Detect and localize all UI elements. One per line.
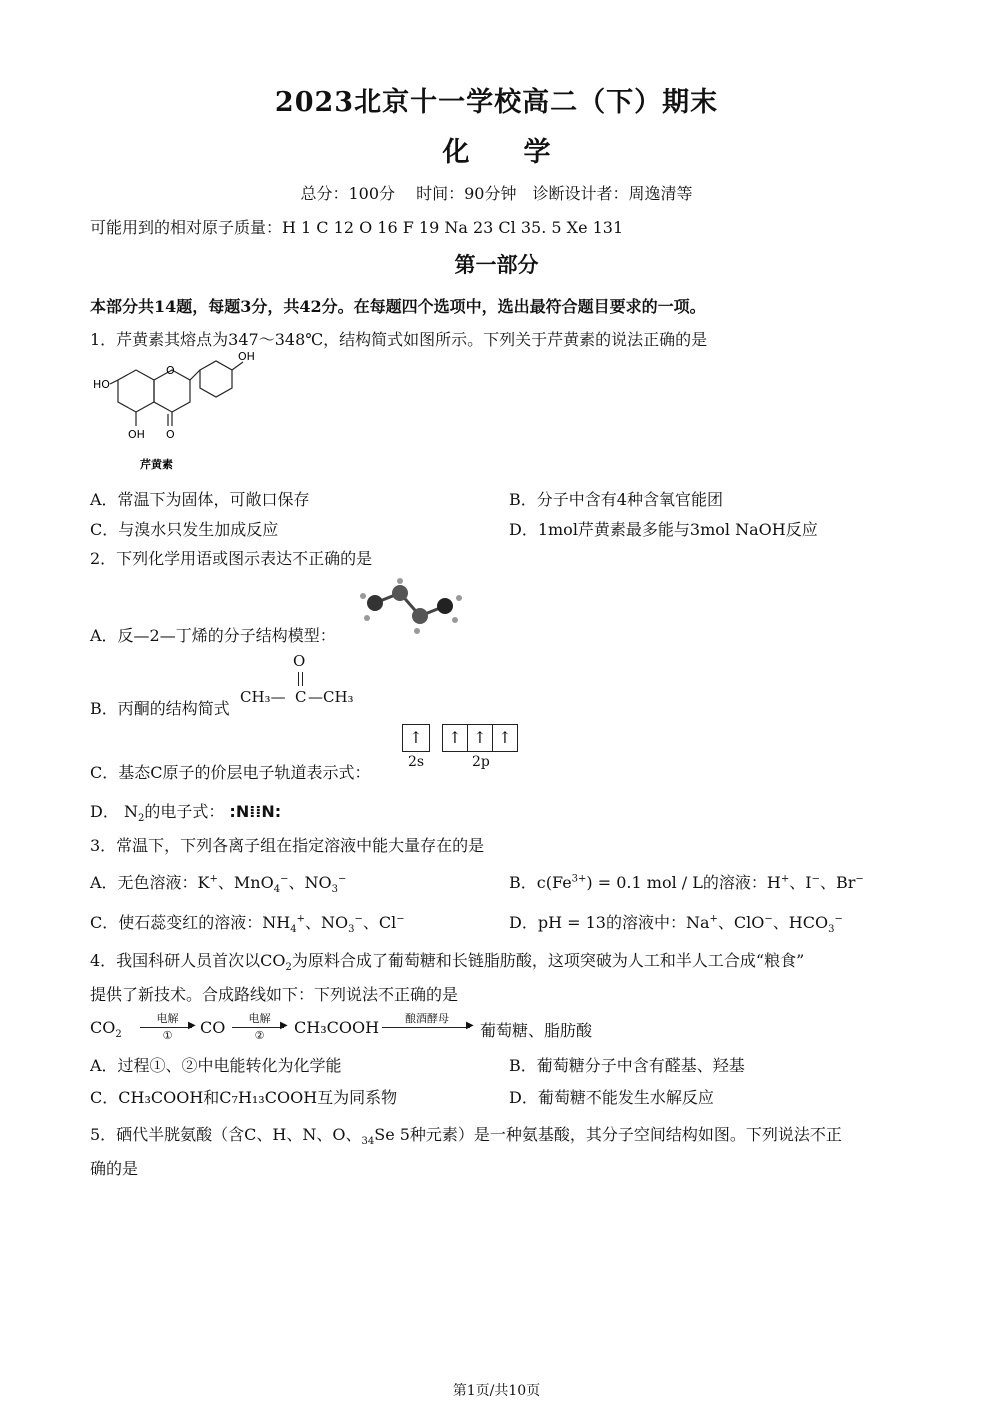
q3-b-tail: ) = 0.1 mol / L的溶液：H: [586, 873, 781, 892]
route-co2-text: CO: [90, 1018, 116, 1037]
question-5-stem: [90, 1122, 842, 1147]
acetone-o: O: [293, 652, 306, 670]
question-4-stem-line2: 提供了新技术。合成路线如下：下列说法不正确的是: [90, 985, 459, 1004]
label-o-ring: O: [166, 364, 175, 377]
q5-stem-b: Se 5种元素）是一种氨基酸，其分子空间结构如图。下列说法不正: [374, 1125, 842, 1144]
arrow3-head: ▶: [466, 1020, 474, 1031]
n2-electron-formula: :N⁞⁞N:: [229, 802, 282, 821]
label-o-ketone: O: [166, 428, 175, 441]
apigenin-structure-figure: [88, 350, 268, 475]
orbital-diagram: [402, 724, 527, 774]
q3-option-a: [90, 870, 346, 895]
ball-stick-model: [355, 578, 470, 638]
synthesis-route: [90, 1010, 650, 1044]
q2-option-c: C．基态C原子的价层电子轨道表示式：: [90, 763, 371, 782]
q3-c-lead: C．使石蕊变红的溶液：NH: [90, 913, 291, 932]
q3-b-i-sup: −: [811, 873, 820, 885]
q3-option-d: [509, 910, 843, 935]
q1-option-d: D．1mol芹黄素最多能与3mol NaOH反应: [509, 520, 818, 539]
q3-b-h-sup: +: [780, 873, 790, 885]
q5-stem-a: 5．硒代半胱氨酸（含C、H、N、O、: [90, 1125, 362, 1144]
q2-option-a: A．反—2—丁烯的分子结构模型：: [90, 626, 336, 645]
q3-c-no-sub: 3: [348, 924, 355, 936]
q2-d-suffix: 的电子式：: [144, 802, 225, 821]
q3-option-b: [509, 870, 864, 893]
orbital-2p-2: ↑: [467, 724, 493, 752]
q2-option-d: [90, 799, 281, 824]
acetone-right: —CH₃: [308, 688, 354, 706]
arrow2-head: ▶: [280, 1020, 288, 1031]
q3-d-na-sup: +: [709, 913, 718, 925]
q3-d-hco-sub: 3: [828, 924, 835, 936]
q3-c-nh-sub: 4: [290, 924, 297, 936]
q3-c-nh-sup: +: [296, 913, 305, 925]
page-title: 2023北京十一学校高二（下）期末: [274, 87, 719, 118]
q3-a-lead: A．无色溶液：K: [90, 873, 210, 892]
label-oh-bottom: OH: [128, 428, 145, 441]
label-ho: HO: [93, 378, 110, 391]
orbital-label-2s: 2s: [408, 754, 425, 770]
q4-option-a: A．过程①、②中电能转化为化学能: [90, 1056, 342, 1075]
acetone-left: CH₃—: [240, 688, 286, 706]
q3-b-i: 、I: [789, 873, 812, 892]
q3-b-fe-sup: 3+: [571, 873, 587, 885]
q3-d-hco-sup: −: [834, 913, 843, 925]
q3-a-no-sup: −: [337, 873, 347, 885]
question-2-stem: 2．下列化学用语或图示表达不正确的是: [90, 549, 373, 568]
q3-b-lead: B．c(Fe: [509, 873, 572, 892]
section-instruction: 本部分共14题，每题3分，共42分。在每题四个选项中，选出最符合题目要求的一项。: [90, 297, 706, 316]
double-bond-line-2: [302, 672, 304, 686]
q3-c-cl: 、Cl: [362, 913, 397, 932]
arrow2-bottom: ②: [254, 1029, 265, 1042]
route-acetic-acid: CH₃COOH: [294, 1018, 380, 1037]
q3-d-clo: 、ClO: [717, 913, 765, 932]
route-products: 葡萄糖、脂肪酸: [480, 1021, 593, 1040]
q3-a-mn-sup: −: [280, 873, 289, 885]
arrow1-line: [140, 1027, 192, 1028]
q4-option-c: C．CH₃COOH和C₇H₁₃COOH互为同系物: [90, 1088, 398, 1107]
arrow1-bottom: ①: [162, 1029, 173, 1042]
orbital-2p-1: ↑: [442, 724, 468, 752]
acetone-formula: [240, 652, 370, 712]
figure-caption: 芹黄素: [140, 458, 173, 471]
q1-option-c: C．与溴水只发生加成反应: [90, 520, 279, 539]
apigenin-structure-diagram: [88, 350, 268, 475]
trans-2-butene-model: [355, 578, 470, 638]
q4-option-b: B．葡萄糖分子中含有醛基、羟基: [509, 1056, 745, 1075]
orbital-2s: ↑: [402, 724, 430, 752]
arrow3-top: 酿酒酵母: [405, 1012, 449, 1025]
q3-a-no: 、NO: [288, 873, 332, 892]
q4-stem-b: 为原料合成了葡萄糖和长链脂肪酸，这项突破为人工和半人工合成“粮食”: [291, 951, 805, 970]
q3-c-no: 、NO: [304, 913, 349, 932]
question-3-stem: 3．常温下，下列各离子组在指定溶液中能大量存在的是: [90, 836, 485, 855]
q4-stem-sub: 2: [285, 962, 292, 974]
q2-option-b: B．丙酮的结构简式: [90, 699, 230, 718]
q3-c-cl-sup: −: [396, 913, 405, 925]
q3-d-lead: D．pH = 13的溶液中：Na: [509, 913, 710, 932]
atomic-masses: 可能用到的相对原子质量：H 1 C 12 O 16 F 19 Na 23 Cl 35. 5 Xe 131: [90, 218, 624, 237]
orbital-label-2p: 2p: [472, 754, 490, 770]
route-co2-sub: 2: [115, 1029, 122, 1041]
q3-c-no-sup: −: [354, 913, 363, 925]
q3-a-mn-sub: 4: [273, 884, 281, 896]
double-bond-line-1: [298, 672, 300, 686]
q3-d-clo-sup: −: [764, 913, 773, 925]
q2-d-n2: N: [123, 802, 138, 821]
q2-d-sub: 2: [137, 813, 145, 825]
acetone-c: C: [295, 688, 307, 706]
q4-option-d: D．葡萄糖不能发生水解反应: [509, 1088, 714, 1107]
q1-option-a: A．常温下为固体，可敞口保存: [90, 490, 310, 509]
subject-title: 化 学: [442, 137, 551, 168]
q3-b-br: 、Br: [819, 873, 856, 892]
question-5-stem-line2: 确的是: [90, 1159, 139, 1178]
q3-a-mn: 、MnO: [217, 873, 274, 892]
label-oh-top: OH: [238, 350, 255, 363]
question-1-stem: 1．芹黄素其熔点为347～348℃，结构简式如图所示。下列关于芹黄素的说法正确的是: [90, 330, 708, 349]
arrow2-top: 电解: [248, 1012, 271, 1025]
q3-d-hco: 、HCO: [772, 913, 829, 932]
section-title: 第一部分: [454, 252, 539, 277]
arrow1-head: ▶: [188, 1020, 196, 1031]
orbital-2p-3: ↑: [492, 724, 518, 752]
q3-a-no-sub: 3: [331, 884, 338, 896]
q3-option-c: [90, 910, 405, 935]
route-co2: [90, 1018, 122, 1040]
route-co: CO: [200, 1018, 226, 1037]
page-number: 第1页/共10页: [452, 1383, 541, 1399]
exam-meta: 总分：100分 时间：90分钟 诊断设计者：周逸清等: [300, 184, 693, 203]
q4-stem-a: 4．我国科研人员首次以CO: [90, 951, 286, 970]
q2-d-prefix: D．: [90, 802, 119, 821]
arrow2-line: [232, 1027, 284, 1028]
arrow3-line: [382, 1027, 470, 1028]
arrow1-top: 电解: [156, 1012, 179, 1025]
q3-b-br-sup: −: [855, 873, 864, 885]
q5-se-sub: 34: [361, 1136, 375, 1148]
q1-option-b: B．分子中含有4种含氧官能团: [509, 490, 723, 509]
question-4-stem: [90, 948, 804, 973]
q3-a-sup: +: [209, 873, 218, 885]
